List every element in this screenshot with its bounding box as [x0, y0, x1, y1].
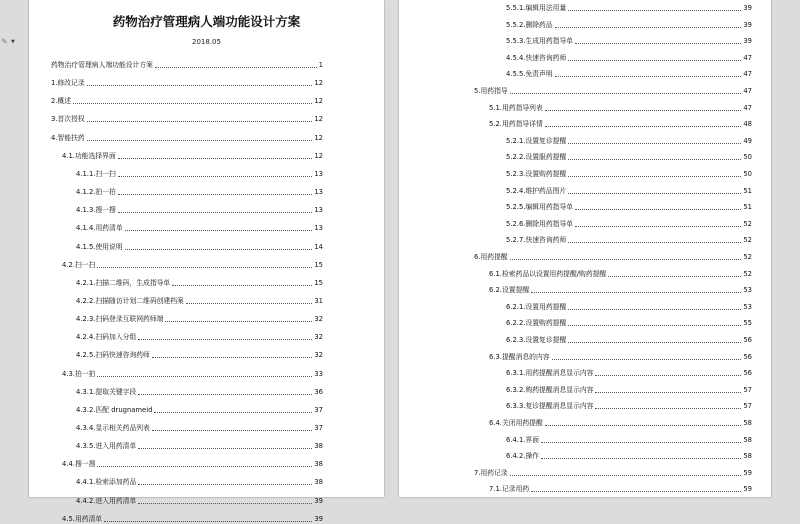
- toc-entry-title: 4.5.4.快速咨询药师: [506, 53, 567, 62]
- toc-entry-title: 7.用药记录: [474, 468, 508, 477]
- toc-page-number: 51: [743, 186, 752, 195]
- toc-dot-leader: [172, 285, 312, 286]
- toc-entry-title: 6.3.提醒消息的内容: [489, 352, 550, 361]
- toc-dot-leader: [568, 176, 741, 177]
- toc-entry[interactable]: [506, 37, 752, 46]
- toc-page-number: 36: [314, 387, 323, 396]
- toc-dot-leader: [87, 140, 313, 141]
- toc-page-number: 55: [743, 319, 752, 328]
- toc-entry-title: 5.2.4.维护药品图片: [506, 186, 567, 195]
- toc-entry-title: 4.3.5.进入用药清单: [76, 442, 137, 451]
- toc-entry-title: 6.2.2.设置购药提醒: [506, 319, 567, 328]
- toc-page-number: 47: [743, 70, 752, 79]
- toc-page-number: 12: [314, 151, 323, 160]
- toc-entry-title: 4.2.2.扫描随访计划二维码创建档案: [76, 296, 184, 305]
- document-page-left: [29, 0, 384, 523]
- toc-entry[interactable]: [51, 97, 323, 106]
- toc-entry-title: 5.2.用药指导详情: [489, 120, 543, 129]
- document-date: 2018.05: [192, 38, 221, 46]
- toc-dot-leader: [510, 475, 742, 476]
- toc-page-number: 52: [743, 236, 752, 245]
- toc-page-number: 52: [743, 253, 752, 261]
- toc-entry-title: 5.2.7.快速咨询药师: [506, 236, 567, 245]
- toc-page-number: 12: [314, 133, 323, 142]
- toc-entry-title: 药物治疗管理病人端功能设计方案: [51, 61, 153, 69]
- toc-dot-leader: [552, 359, 742, 360]
- toc-entry[interactable]: [76, 388, 323, 397]
- toc-entry-title: 4.4.2.进入用药清单: [76, 496, 137, 505]
- toc-page-number: 37: [314, 405, 323, 414]
- toc-page-number: 39: [314, 514, 323, 523]
- toc-entry[interactable]: [506, 187, 752, 196]
- toc-entry-title: 5.2.3.设置购药提醒: [506, 170, 567, 178]
- toc-dot-leader: [568, 60, 741, 61]
- toc-page-number: 50: [743, 170, 752, 178]
- toc-dot-leader: [568, 309, 741, 310]
- toc-page-number: 39: [314, 496, 323, 505]
- toc-entry[interactable]: [51, 115, 323, 124]
- toc-entry[interactable]: [506, 137, 752, 146]
- toc-entry[interactable]: [506, 170, 752, 179]
- toc-page-number: 50: [743, 153, 752, 162]
- toc-entry[interactable]: [506, 4, 752, 13]
- toc-dot-leader: [138, 484, 312, 485]
- toc-dot-leader: [541, 442, 741, 443]
- toc-entry[interactable]: [76, 442, 323, 451]
- toc-entry-title: 4.3.1.提取关键字段: [76, 387, 137, 396]
- toc-dot-leader: [104, 521, 312, 522]
- toc-entry-title: 3.首次授权: [51, 115, 85, 124]
- toc-page-number: 53: [743, 286, 752, 295]
- toc-entry[interactable]: [506, 303, 752, 312]
- toc-page-number: 59: [743, 485, 752, 494]
- toc-entry[interactable]: [506, 203, 752, 212]
- toc-dot-leader: [154, 412, 312, 413]
- toc-entry-title: 4.智能扶药: [51, 133, 85, 142]
- toc-dot-leader: [608, 276, 741, 277]
- toc-entry[interactable]: [51, 61, 323, 70]
- toc-dot-leader: [510, 93, 742, 94]
- toc-entry-title: 6.2.3.设置复诊提醒: [506, 336, 567, 344]
- toc-dot-leader: [595, 392, 741, 393]
- toc-entry-title: 5.2.2.设置服药提醒: [506, 153, 567, 162]
- toc-dot-leader: [118, 158, 313, 159]
- toc-entry[interactable]: [76, 424, 323, 433]
- toc-dot-leader: [545, 126, 742, 127]
- toc-page-number: 15: [314, 260, 323, 269]
- toc-dot-leader: [118, 212, 312, 213]
- toc-entry[interactable]: [506, 386, 752, 395]
- toc-dot-leader: [87, 85, 313, 86]
- toc-page-number: 15: [314, 278, 323, 287]
- toc-entry-title: 4.2.扫一扫: [62, 260, 96, 269]
- toc-dot-leader: [138, 503, 312, 504]
- toc-entry-title: 5.2.5.编辑用药指导单: [506, 203, 574, 212]
- toc-page-number: 52: [743, 219, 752, 228]
- toc-entry[interactable]: [76, 315, 323, 324]
- toc-dot-leader: [531, 292, 741, 293]
- toc-entry[interactable]: [506, 452, 752, 461]
- toc-dot-leader: [87, 121, 313, 122]
- toc-page-number: 57: [743, 402, 752, 411]
- toc-entry-title: 4.1.功能选择界面: [62, 151, 116, 160]
- toc-page-number: 47: [743, 87, 752, 95]
- toc-entry[interactable]: [76, 351, 323, 360]
- toc-page-number: 33: [314, 369, 323, 378]
- toc-entry[interactable]: [62, 460, 323, 469]
- toc-page-number: 39: [743, 4, 752, 12]
- toc-entry-title: 4.1.1.扫一扫: [76, 169, 116, 178]
- toc-page-number: 13: [314, 169, 323, 178]
- toc-dot-leader: [118, 176, 312, 177]
- toc-dot-leader: [568, 143, 741, 144]
- toc-dot-leader: [73, 103, 312, 104]
- toc-entry[interactable]: [51, 134, 323, 143]
- toc-page-number: 59: [743, 468, 752, 477]
- toc-dot-leader: [568, 10, 741, 11]
- toc-dot-leader: [568, 325, 741, 326]
- toc-entry[interactable]: [474, 253, 752, 262]
- toc-entry-title: 2.概述: [51, 97, 72, 106]
- toc-page-number: 14: [314, 242, 323, 251]
- toc-dot-leader: [97, 466, 312, 467]
- toc-dot-leader: [138, 339, 312, 340]
- toc-entry[interactable]: [506, 402, 752, 411]
- toc-entry[interactable]: [76, 170, 323, 179]
- toc-dot-leader: [575, 43, 741, 44]
- toc-entry-title: 6.4.2.操作: [506, 452, 540, 461]
- toc-page-number: 37: [314, 424, 323, 432]
- toc-dot-leader: [152, 430, 313, 431]
- toc-entry-title: 4.3.4.显示相关药品列表: [76, 424, 150, 432]
- toc-page-number: 31: [314, 296, 323, 305]
- toc-entry[interactable]: [506, 319, 752, 328]
- toc-dot-leader: [531, 491, 741, 492]
- toc-entry[interactable]: [474, 87, 752, 96]
- toc-entry[interactable]: [506, 436, 752, 445]
- toc-entry[interactable]: [76, 497, 323, 506]
- toc-entry-title: 4.1.2.拍一拍: [76, 188, 116, 197]
- toc-entry[interactable]: [76, 243, 323, 252]
- toc-dot-leader: [118, 194, 312, 195]
- toc-entry-title: 6.2.设置提醒: [489, 286, 530, 295]
- toc-entry[interactable]: [76, 188, 323, 197]
- toc-page-number: 13: [314, 224, 323, 233]
- toc-entry-title: 5.5.3.生成用药指导单: [506, 37, 574, 46]
- toc-entry-title: 5.5.2.删除药品: [506, 20, 553, 29]
- toc-page-number: 57: [743, 385, 752, 394]
- toc-page-number: 13: [314, 206, 323, 215]
- toc-entry-title: 6.用药提醒: [474, 253, 508, 261]
- toc-entry[interactable]: [62, 515, 323, 524]
- toc-dot-leader: [125, 249, 313, 250]
- toc-entry[interactable]: [506, 70, 752, 79]
- toc-dot-leader: [165, 321, 312, 322]
- toc-dot-leader: [125, 230, 313, 231]
- toc-entry[interactable]: [506, 236, 752, 245]
- toc-page-number: 32: [314, 351, 323, 360]
- toc-page-number: 13: [314, 188, 323, 197]
- toc-page-number: 58: [743, 419, 752, 427]
- toc-entry[interactable]: [76, 333, 323, 342]
- toc-page-number: 32: [314, 333, 323, 342]
- toc-entry-title: 4.4.1.检索添加药品: [76, 478, 137, 487]
- toc-entry[interactable]: [62, 370, 323, 379]
- toc-page-number: 47: [743, 103, 752, 112]
- toc-entry-title: 4.4.搜一搜: [62, 460, 96, 469]
- toc-dot-leader: [568, 159, 741, 160]
- toc-dot-leader: [555, 76, 742, 77]
- toc-entry-title: 4.3.拍一拍: [62, 369, 96, 378]
- toc-page-number: 52: [743, 269, 752, 278]
- toc-dot-leader: [568, 242, 741, 243]
- toc-entry-title: 4.2.1.扫描二维码，生成指导单: [76, 278, 171, 287]
- document-page-right: [399, 0, 771, 497]
- toc-entry-title: 5.5.1.编辑用法用量: [506, 4, 567, 12]
- toc-entry[interactable]: [76, 206, 323, 215]
- toc-dot-leader: [555, 27, 742, 28]
- toc-page-number: 1: [318, 61, 323, 69]
- toc-entry-title: 5.1.用药指导列表: [489, 103, 543, 112]
- toc-entry[interactable]: [62, 152, 323, 161]
- toc-page-number: 38: [314, 442, 323, 451]
- toc-entry[interactable]: [76, 297, 323, 306]
- toc-entry-title: 4.1.5.使用说明: [76, 242, 123, 251]
- toc-entry-title: 4.5.用药清单: [62, 514, 103, 523]
- toc-entry[interactable]: [76, 279, 323, 288]
- toc-entry[interactable]: [489, 353, 752, 362]
- toc-entry-title: 4.5.5.免责声明: [506, 70, 553, 79]
- toc-entry[interactable]: [76, 406, 323, 415]
- toc-dot-leader: [186, 303, 313, 304]
- toc-page-number: 56: [743, 369, 752, 378]
- toc-entry[interactable]: [474, 469, 752, 478]
- toc-entry-title: 5.2.1.设置复诊提醒: [506, 136, 567, 145]
- toc-entry[interactable]: [489, 419, 752, 428]
- toc-entry-title: 7.1.记录用药: [489, 485, 530, 494]
- toc-dot-leader: [545, 425, 742, 426]
- toc-dot-leader: [595, 375, 741, 376]
- toc-page-number: 56: [743, 352, 752, 361]
- toc-page-number: 39: [743, 20, 752, 29]
- toc-page-number: 49: [743, 136, 752, 145]
- toc-page-number: 12: [314, 79, 323, 88]
- toc-entry[interactable]: [76, 224, 323, 233]
- toc-dot-leader: [510, 259, 742, 260]
- toc-entry[interactable]: [76, 478, 323, 487]
- document-title: 药物治疗管理病人端功能设计方案: [112, 14, 301, 29]
- toc-page-number: 58: [743, 452, 752, 461]
- toc-page-number: 32: [314, 315, 323, 324]
- toc-entry[interactable]: [506, 153, 752, 162]
- toc-entry-title: 6.2.1.设置用药提醒: [506, 302, 567, 311]
- navigation-pane-icon[interactable]: ✎: [1, 37, 8, 46]
- toc-entry-title: 4.1.3.搜一搜: [76, 206, 116, 215]
- toc-page-number: 48: [743, 120, 752, 129]
- toc-page-number: 56: [743, 336, 752, 344]
- toc-page-number: 12: [314, 115, 323, 124]
- toc-dot-leader: [575, 209, 741, 210]
- toc-entry[interactable]: [506, 220, 752, 229]
- toc-dot-leader: [97, 267, 312, 268]
- toc-entry-title: 4.2.3.扫码登录互联网药师端: [76, 315, 164, 324]
- toc-dot-leader: [138, 448, 312, 449]
- chevron-down-icon[interactable]: ▼: [11, 39, 15, 45]
- toc-page-number: 12: [314, 97, 323, 106]
- toc-dot-leader: [138, 394, 312, 395]
- toc-entry-title: 4.1.4.用药清单: [76, 224, 123, 233]
- toc-entry[interactable]: [489, 120, 752, 129]
- toc-entry[interactable]: [506, 369, 752, 378]
- toc-page-number: 47: [743, 53, 752, 62]
- toc-entry[interactable]: [506, 54, 752, 63]
- toc-dot-leader: [97, 376, 312, 377]
- toc-entry[interactable]: [62, 261, 323, 270]
- toc-entry[interactable]: [506, 336, 752, 345]
- toc-entry[interactable]: [489, 286, 752, 295]
- toc-dot-leader: [545, 110, 742, 111]
- toc-entry-title: 6.3.1.用药提醒消息显示内容: [506, 369, 594, 378]
- toc-page-number: 51: [743, 203, 752, 212]
- toc-dot-leader: [568, 342, 741, 343]
- toc-dot-leader: [595, 408, 741, 409]
- toc-page-number: 53: [743, 302, 752, 311]
- toc-page-number: 58: [743, 435, 752, 444]
- toc-entry-title: 6.3.2.购药提醒消息显示内容: [506, 385, 594, 394]
- toc-dot-leader: [541, 458, 741, 459]
- toc-dot-leader: [152, 357, 313, 358]
- toc-entry-title: 4.2.5.扫码快速咨询药师: [76, 351, 150, 360]
- toc-entry-title: 6.3.3.复诊提醒消息显示内容: [506, 402, 594, 411]
- toc-entry[interactable]: [489, 104, 752, 113]
- toc-entry-title: 6.1.检索药品以设置用药提醒/购药提醒: [489, 269, 607, 278]
- toc-entry-title: 5.2.6.删除用药指导单: [506, 219, 574, 228]
- toc-dot-leader: [155, 67, 317, 68]
- toc-entry-title: 6.4.关闭用药提醒: [489, 419, 543, 427]
- toc-entry[interactable]: [489, 485, 752, 494]
- toc-entry-title: 5.用药指导: [474, 87, 508, 95]
- toc-entry-title: 4.2.4.扫码加入分组: [76, 333, 137, 342]
- toc-page-number: 39: [743, 37, 752, 46]
- toc-entry-title: 6.4.1.界面: [506, 435, 540, 444]
- toc-entry-title: 1.修改记录: [51, 79, 85, 88]
- toc-page-number: 38: [314, 478, 323, 487]
- toc-entry[interactable]: [51, 79, 323, 88]
- toc-dot-leader: [575, 226, 741, 227]
- toc-dot-leader: [568, 193, 741, 194]
- toc-entry[interactable]: [506, 21, 752, 30]
- toc-entry[interactable]: [489, 270, 752, 279]
- toc-page-number: 38: [314, 460, 323, 469]
- toc-entry-title: 4.3.2.匹配 drugnameid: [76, 405, 153, 414]
